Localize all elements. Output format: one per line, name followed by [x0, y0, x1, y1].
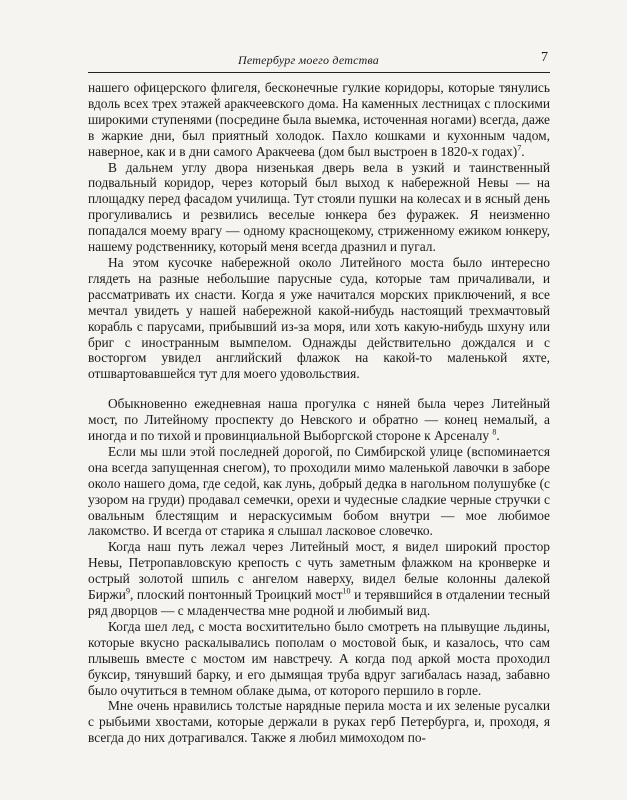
running-title: Петербург моего детства — [238, 53, 379, 67]
footnote-ref[interactable]: 9 — [125, 586, 130, 596]
paragraph: Когда шел лед, с моста восхитительно было смотреть на плывущие льдины, которые вкусно раскалывались пополам о мостовой бык, и казалось, что сам плывешь вместе с мостом им навстречу. А когда под аркой моста проходил буксир, тянувший барку, и его дымящая труба вдруг загибалась назад, забавно было очутиться в темном облаке дыма, от которого першило в горле. — [88, 618, 550, 698]
page-header — [88, 50, 550, 73]
paragraph: Когда наш путь лежал через Литейный мост, я видел широкий простор Невы, Петропавловскую крепость с чуть заметным флажком на кронверке и острый золотой шпиль с ангелом наверху, видел белые колонны далекой Биржи$^9$, плоский понтонный Троицкий мост$^{10}$ и терявшийся в отдалении тесный ряд дворцов — с младенчества мне родной и любимый вид. — [88, 539, 550, 618]
paragraph: Мне очень нравились толстые нарядные перила моста и их зеленые русалки с рыбьими хвостами, которые держали в руках герб Петербурга, и, проходя, я всегда до них дотрагивался. Также я любил мимоходом по- — [88, 698, 550, 746]
paragraph: нашего офицерского флигеля, бесконечные гулкие коридоры, которые тянулись вдоль всех трех этажей аракчеевского дома. На каменных лестницах с плоскими широкими ступенями (посредине была выемка, источенная ногами) всегда, даже в жаркие дни, был приятный холодок. Пахло кошками и кухонным чадом, наверное, как и в дни самого Аракчеева (дом был выстроен в 1820-х годах)$^7$. — [88, 80, 550, 159]
page-number: 7 — [541, 50, 548, 65]
footnote-ref[interactable]: 7 — [517, 143, 522, 153]
page-body — [88, 80, 550, 746]
footnote-ref[interactable]: 10 — [342, 586, 351, 596]
paragraph: В дальнем углу двора низенькая дверь вела в узкий и таинственный подвальный коридор, через который был выход к набережной Невы — на площадку перед фасадом училища. Тут стояли пушки на колесах и в ясный день прогуливались и резвились веселые юнкера без фуражек. Я неизменно попадался моему врагу — одному краснощекому, стриженному ежиком юнкеру, нашему родственнику, который меня всегда дразнил и пугал. — [88, 159, 550, 255]
footnote-ref[interactable]: 8 — [492, 427, 497, 437]
paragraph: Если мы шли этой последней дорогой, по Симбирской улице (вспоминается она всегда запущенная снегом), то проходили мимо маленькой лавочки в заборе около нашего дома, где седой, как лунь, добрый дедка в нагольном полушубке (с узором на груди) продавал семечки, орехи и чудесные сладкие черные стручки с овальным блестящим и нераскусимым бобом внутри — мое любимое лакомство. И всегда от старика я слышал ласковое словечко. — [88, 443, 550, 539]
paragraph: На этом кусочке набережной около Литейного моста было интересно глядеть на разные небольшие парусные суда, которые там причаливали, и рассматривать их снасти. Когда я уже начитался морских приключений, я все мечтал увидеть у нашей набережной какой-нибудь настоящий трехмачтовый корабль с парусами, прибывший из-за моря, или хоть какую-нибудь шхуну или бриг с иностранным вымпелом. Однажды действительно дождался и с восторгом увидел английский флажок на какой-то маленькой яхте, отшвартовавшейся тут для моего удовольствия. — [88, 254, 550, 382]
paragraph: Обыкновенно ежедневная наша прогулка с няней была через Литейный мост, по Литейному проспекту до Невского и обратно — конец немалый, а иногда и по тихой и провинциальной Выборгской стороне к Арсеналу $^8$. — [88, 396, 550, 444]
